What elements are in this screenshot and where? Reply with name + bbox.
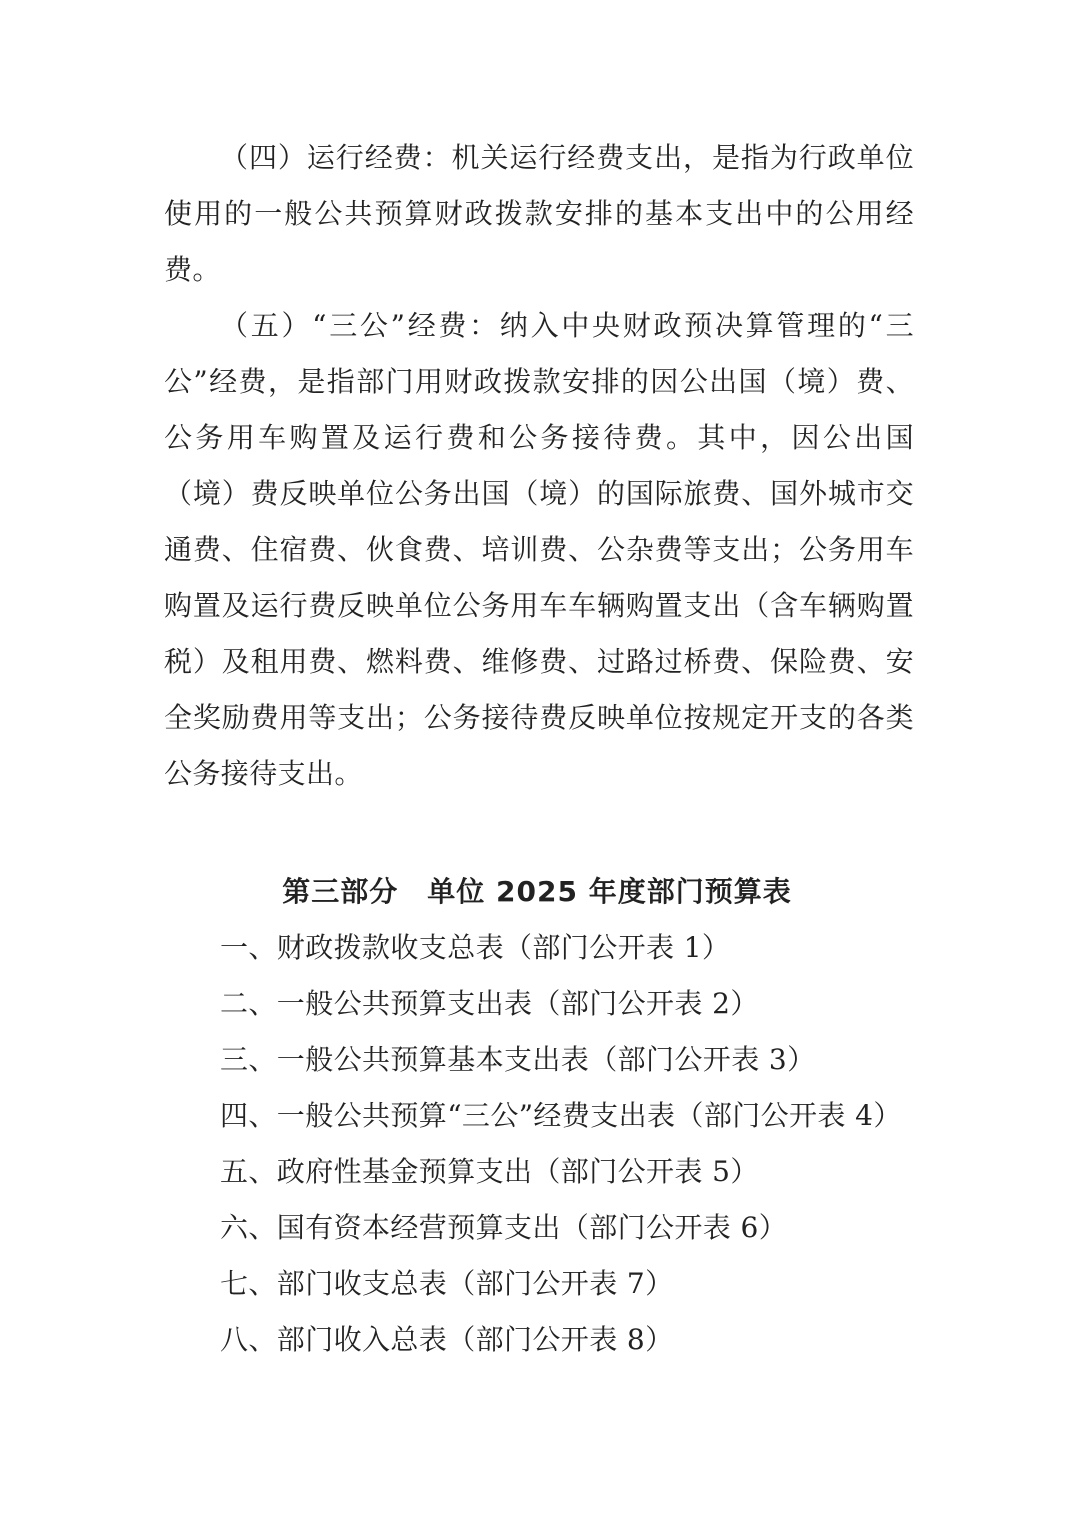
list-item: 一、财政拨款收支总表（部门公开表 1） bbox=[220, 931, 731, 964]
list-item: 三、一般公共预算基本支出表（部门公开表 3） bbox=[220, 1043, 816, 1076]
list-item: 八、部门收入总表（部门公开表 8） bbox=[220, 1323, 674, 1356]
paragraph-operating-expenses: （四）运行经费：机关运行经费支出，是指为行政单位使用的一般公共预算财政拨款安排的基本支出中的公用经费。 bbox=[164, 141, 914, 286]
section-title: 第三部分 单位 2025 年度部门预算表 bbox=[282, 875, 792, 908]
list-item: 五、政府性基金预算支出（部门公开表 5） bbox=[220, 1155, 759, 1188]
list-item: 二、一般公共预算支出表（部门公开表 2） bbox=[220, 987, 759, 1020]
list-item: 四、一般公共预算“三公”经费支出表（部门公开表 4） bbox=[220, 1099, 902, 1132]
list-item: 六、国有资本经营预算支出（部门公开表 6） bbox=[220, 1211, 788, 1244]
budget-table-list bbox=[220, 920, 940, 1368]
list-item: 七、部门收支总表（部门公开表 7） bbox=[220, 1267, 674, 1300]
paragraph-three-public-expenses: （五）“三公”经费：纳入中央财政预决算管理的“三公”经费，是指部门用财政拨款安排的因公出国（境）费、公务用车购置及运行费和公务接待费。其中，因公出国（境）费反映单位公务出国（境）的国际旅费、国外城市交通费、住宿费、伙食费、培训费、公杂费等支出；公务用车购置及运行费反映单位公务用车车辆购置支出（含车辆购置税）及租用费、燃料费、维修费、过路过桥费、保险费、安全奖励费用等支出；公务接待费反映单位按规定开支的各类公务接待支出。 bbox=[164, 309, 914, 790]
